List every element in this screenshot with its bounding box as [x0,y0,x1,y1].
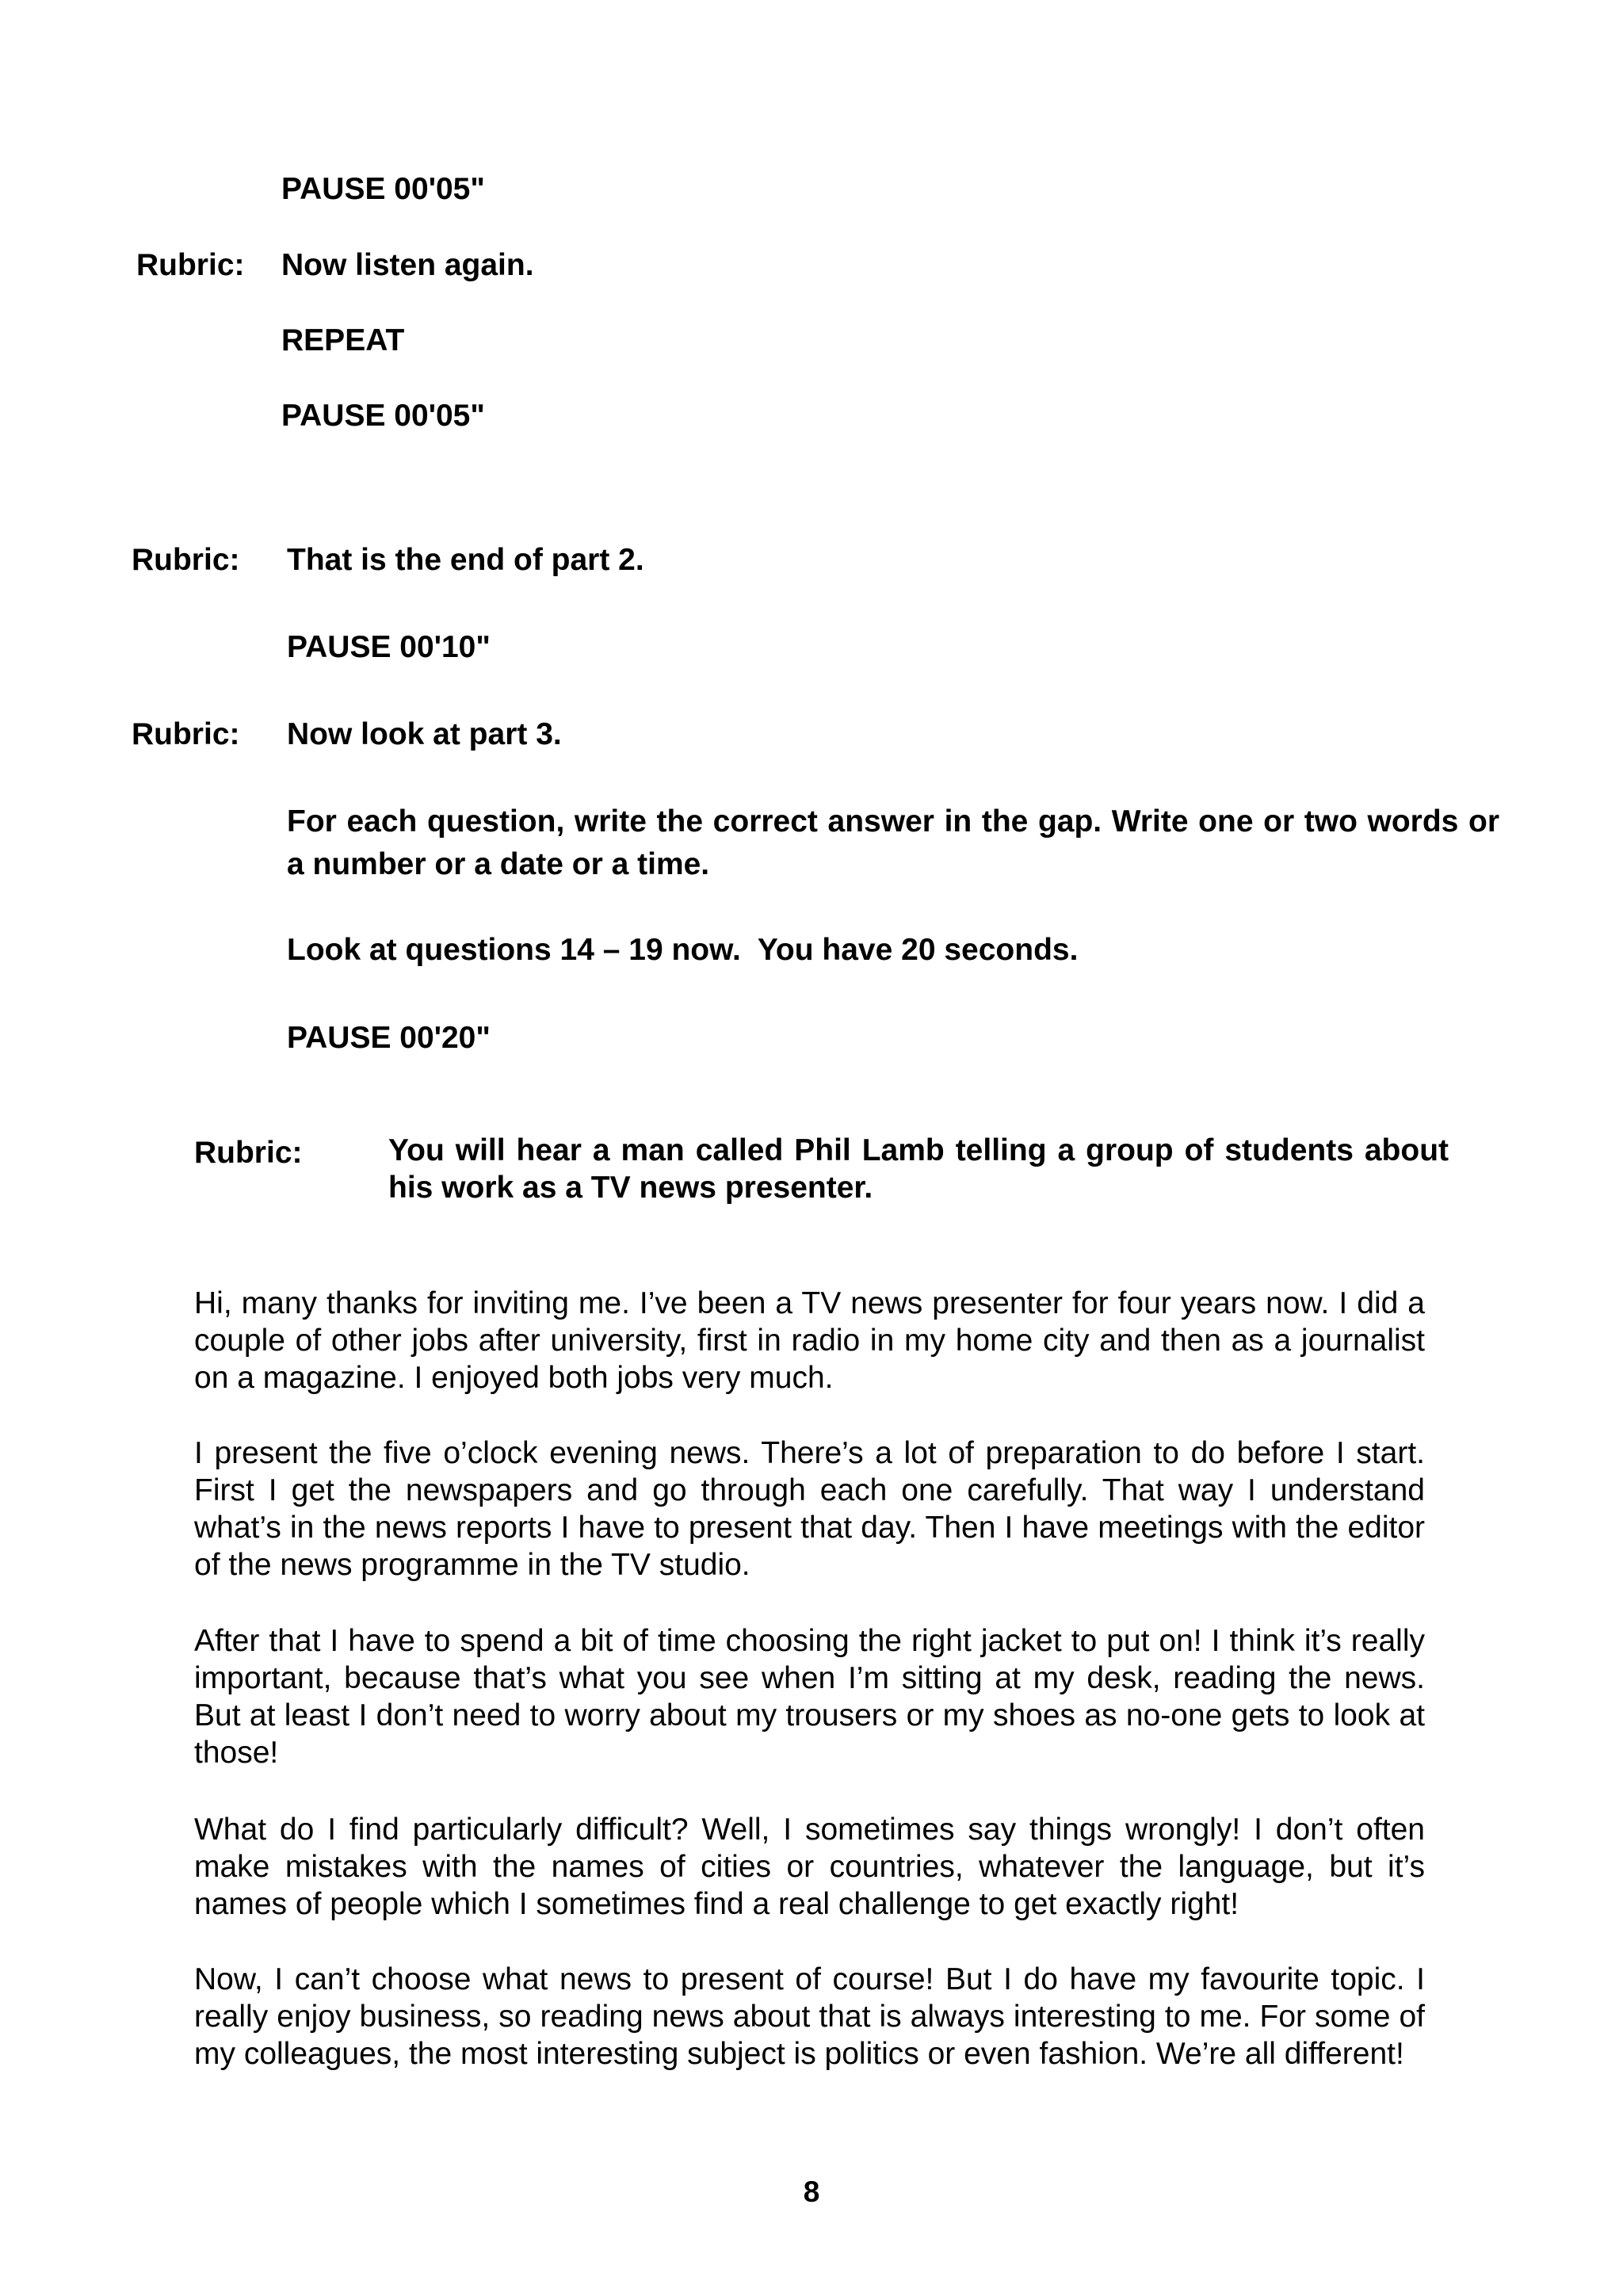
look-at-part-text: Now look at part 3. [287,717,562,751]
gap-fill-instruction: For each question, write the correct answer in the gap. Write one or two words or a number or a date or a time. [287,804,1499,881]
transcript-paragraph-3: After that I have to spend a bit of time choosing the right jacket to put on! I think it’s really important, because that’s what you see when I’m sitting at my desk, reading the news. But at least I don’t need to worry about my trousers or my shoes as no-one gets to look at those! [194,1624,1425,1770]
rubric-label-c: Rubric: [194,1136,303,1170]
transcript-paragraph-5: Now, I can’t choose what news to present of course! But I do have my favourite topic. I really enjoy business, so reading news about that is always interesting to me. For some of my colleagues, the most interesting subject is politics or even fashion. We’re all different! [194,1962,1425,2071]
end-of-part-text: That is the end of part 2. [287,543,644,577]
pause-instruction-3: PAUSE 00'10" [287,630,491,664]
pause-instruction-1: PAUSE 00'05" [281,172,485,206]
rubric-label-a: Rubric: [136,248,245,282]
repeat-instruction: REPEAT [281,323,405,357]
pause-instruction-4: PAUSE 00'20" [287,1021,491,1055]
rubric-label-b1: Rubric: [132,543,240,577]
listen-again-text: Now listen again. [281,248,534,282]
transcript-paragraph-2: I present the five o’clock evening news. There’s a lot of preparation to do before I start. First I get the newspapers and go through each one carefully. That way I understand what’s in the news reports I have to present that day. Then I have meetings with the editor of the news programme in the TV studio. [194,1436,1425,1582]
rubric-label-b2: Rubric: [132,717,240,751]
page-number: 8 [803,2176,820,2208]
pause-instruction-2: PAUSE 00'05" [281,399,485,433]
transcript-paragraph-4: What do I find particularly difficult? Well, I sometimes say things wrongly! I don’t often make mistakes with the names of cities or countries, whatever the language, but it’s names of people which I sometimes find a real challenge to get exactly right! [194,1813,1425,1921]
look-at-questions-text: Look at questions 14 – 19 now. You have 20 seconds. [287,933,1079,967]
rubric-intro-text: You will hear a man called Phil Lamb telling a group of students about his work as a TV news presenter. [388,1133,1449,1205]
transcript-paragraph-1: Hi, many thanks for inviting me. I’ve been a TV news presenter for four years now. I did a couple of other jobs after university, first in radio in my home city and then as a journalist on a magazine. I enjoyed both jobs very much. [194,1286,1425,1395]
